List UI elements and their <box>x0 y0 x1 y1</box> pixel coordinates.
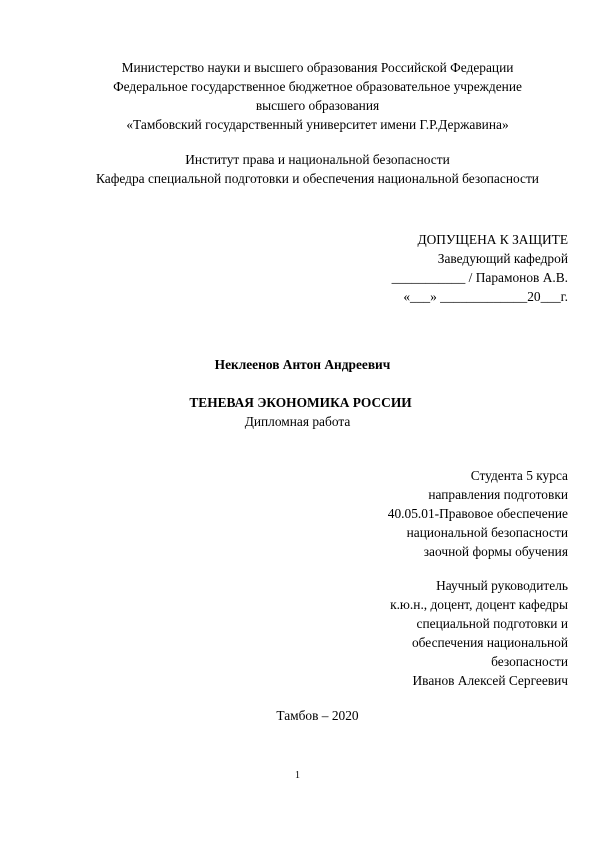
ministry-header <box>40 58 595 134</box>
approval-line: ДОПУЩЕНА К ЗАЩИТЕ <box>417 232 568 247</box>
supervisor-line: специальной подготовки и <box>416 616 568 631</box>
student-line: национальной безопасности <box>406 525 568 540</box>
institute-line: Институт права и национальной безопасности <box>185 152 450 167</box>
student-line: 40.05.01-Правовое обеспечение <box>387 506 568 521</box>
thesis-title: ТЕНЕВАЯ ЭКОНОМИКА РОССИИ <box>189 395 412 410</box>
header-line: Федеральное государственное бюджетное образовательное учреждение <box>113 79 522 94</box>
supervisor-line: Иванов Алексей Сергеевич <box>412 673 568 688</box>
header-line: высшего образования <box>255 98 380 113</box>
student-info <box>388 466 568 561</box>
student-line: направления подготовки <box>428 487 568 502</box>
approval-line: «___» _____________20___г. <box>403 289 568 304</box>
student-line: Студента 5 курса <box>470 468 568 483</box>
approval-line: ___________ / Парамонов А.В. <box>391 270 568 285</box>
author-name: Неклеенов Антон Андреевич <box>214 357 391 372</box>
header-line: «Тамбовский государственный университет имени Г.Р.Державина» <box>126 117 509 132</box>
supervisor-line: к.ю.н., доцент, доцент кафедры <box>390 597 568 612</box>
approval-line: Заведующий кафедрой <box>437 251 568 266</box>
supervisor-info <box>390 576 568 690</box>
institute-header <box>40 150 595 188</box>
city-year: Тамбов – 2020 <box>276 708 359 723</box>
approval-block <box>392 230 568 306</box>
header-line: Министерство науки и высшего образования Российской Федерации <box>121 60 514 75</box>
page-number: 1 <box>295 770 300 781</box>
work-type: Дипломная работа <box>244 414 351 429</box>
department-line: Кафедра специальной подготовки и обеспечения национальной безопасности <box>96 171 539 186</box>
supervisor-line: обеспечения национальной <box>411 635 568 650</box>
supervisor-line: Научный руководитель <box>436 578 568 593</box>
student-line: заочной формы обучения <box>423 544 568 559</box>
supervisor-line: безопасности <box>491 654 568 669</box>
